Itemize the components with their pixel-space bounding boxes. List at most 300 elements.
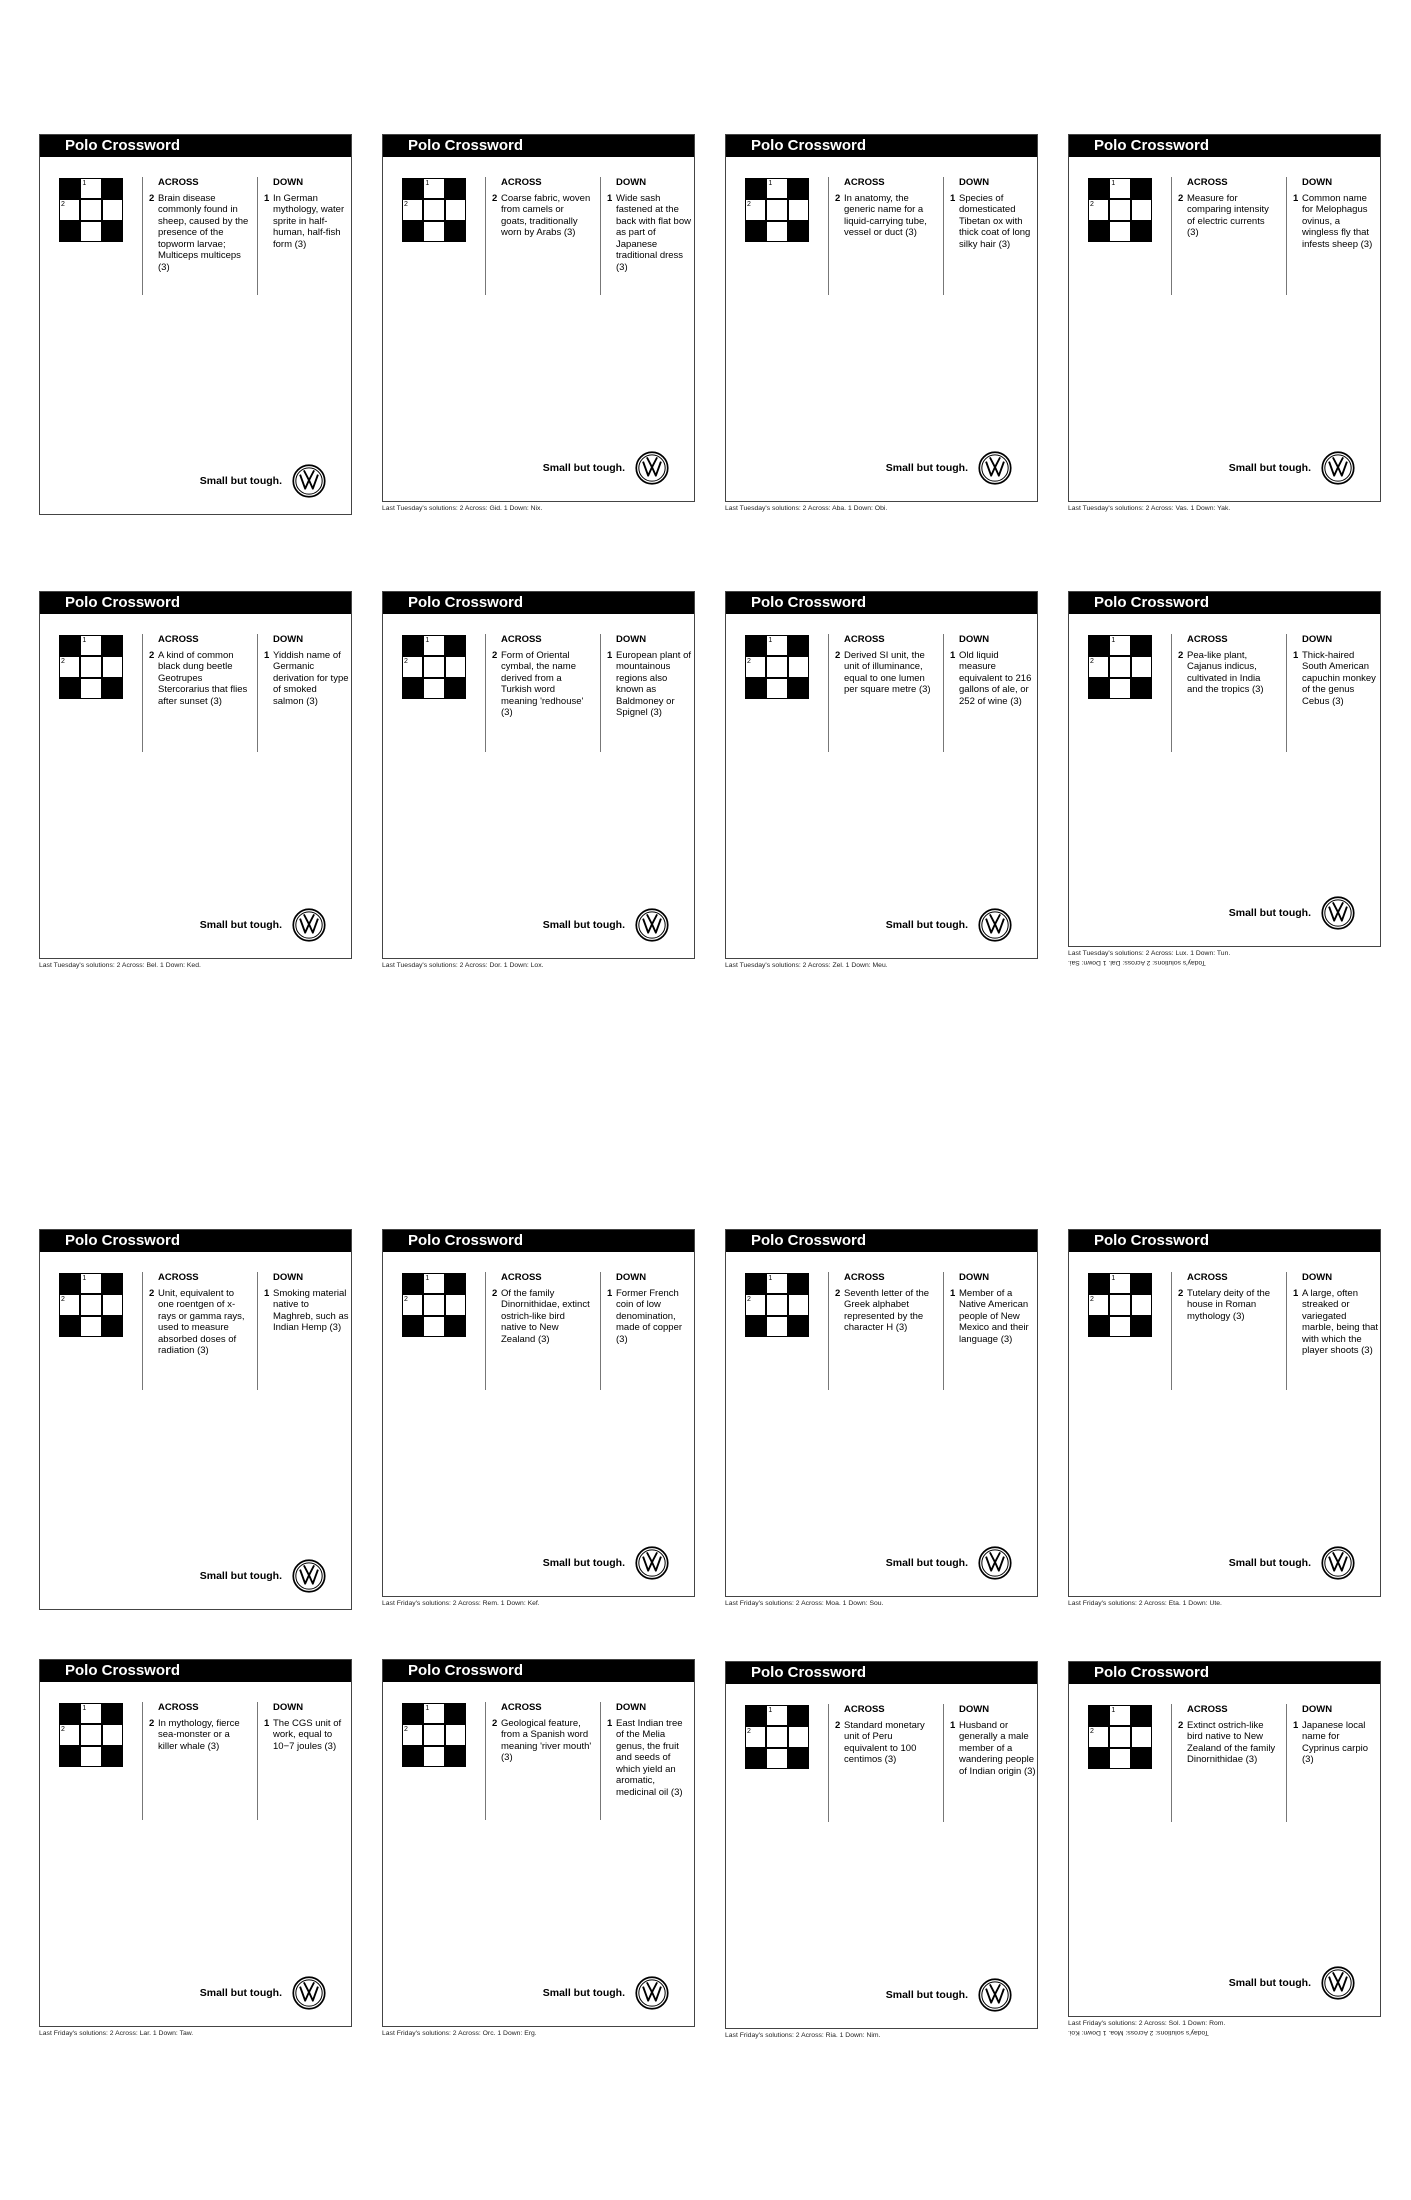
card-title: Polo Crossword — [1069, 1662, 1380, 1684]
down-heading: DOWN — [616, 634, 647, 645]
card-title: Polo Crossword — [383, 1230, 694, 1252]
clue-number: 2 — [149, 649, 155, 661]
grid-cell[interactable] — [423, 656, 444, 677]
across-clue — [835, 193, 935, 239]
grid-cell-black — [102, 221, 123, 242]
down-clue — [950, 1288, 1036, 1346]
grid-cell-black — [1088, 221, 1109, 242]
grid-cell-black — [1131, 1705, 1152, 1726]
grid-cell[interactable] — [788, 1726, 809, 1747]
grid-cell-black — [402, 1746, 423, 1767]
grid-cell[interactable] — [445, 656, 466, 677]
across-heading: ACROSS — [1187, 177, 1228, 188]
grid-number: 2 — [1090, 658, 1094, 666]
crossword-grid — [59, 1273, 123, 1337]
grid-cell[interactable] — [102, 656, 123, 677]
crossword-card — [382, 591, 695, 959]
down-heading: DOWN — [273, 1702, 304, 1713]
divider — [485, 1702, 486, 1820]
crossword-card — [39, 591, 352, 959]
clue-text: Old liquid measure equivalent to 216 gallons of ale, or 252 of wine (3) — [959, 649, 1032, 707]
across-clues — [835, 1272, 935, 1334]
divider — [600, 1702, 601, 1820]
clue-text: In German mythology, water sprite in half-human, half-fish form (3) — [273, 192, 345, 250]
grid-cell-black — [102, 1316, 123, 1337]
grid-number: 1 — [82, 637, 87, 644]
grid-cell-black — [59, 1703, 80, 1724]
vw-logo-icon — [978, 908, 1012, 942]
grid-number: 1 — [1111, 1707, 1116, 1714]
clue-number: 1 — [950, 1719, 956, 1731]
clue-text: Of the family Dinornithidae, extinct ostrich-like bird native to New Zealand (3) — [501, 1287, 590, 1345]
clue-number: 1 — [950, 192, 956, 204]
grid-cell-black — [445, 635, 466, 656]
grid-cell-black — [1131, 635, 1152, 656]
grid-cell[interactable] — [445, 1294, 466, 1315]
last-solutions: Last Tuesday's solutions: 2 Across: Lux. 1 Down: Tun. — [1068, 950, 1231, 957]
grid-cell[interactable] — [1109, 178, 1130, 199]
across-clue — [835, 650, 935, 696]
across-clue — [1178, 1720, 1278, 1766]
grid-cell[interactable] — [766, 635, 787, 656]
grid-cell-black — [59, 1273, 80, 1294]
down-heading: DOWN — [1302, 1704, 1333, 1715]
divider — [1171, 634, 1172, 752]
crossword-card — [1068, 1229, 1381, 1597]
grid-cell[interactable] — [402, 1724, 423, 1745]
clue-text: Common name for Melophagus ovinus, a wingless fly that infests sheep (3) — [1302, 192, 1373, 250]
across-heading: ACROSS — [158, 1702, 199, 1713]
grid-cell[interactable] — [1131, 1294, 1152, 1315]
grid-cell[interactable] — [745, 1726, 766, 1747]
crossword-ad — [725, 134, 1038, 513]
across-clues — [492, 1272, 592, 1345]
divider — [1286, 177, 1287, 295]
grid-cell[interactable] — [423, 1273, 444, 1294]
clue-text: The CGS unit of work, equal to 10−7 joules (3) — [273, 1717, 342, 1752]
grid-cell[interactable] — [766, 1705, 787, 1726]
across-heading: ACROSS — [158, 634, 199, 645]
crossword-grid — [745, 1273, 809, 1337]
clue-text: Geological feature, from a Spanish word meaning 'river mouth' (3) — [501, 1717, 592, 1763]
divider — [828, 634, 829, 752]
grid-cell[interactable] — [80, 1703, 101, 1724]
across-clue — [835, 1288, 935, 1334]
grid-cell[interactable] — [788, 656, 809, 677]
vw-logo-icon — [292, 1559, 326, 1593]
grid-cell-black — [402, 1703, 423, 1724]
grid-cell[interactable] — [80, 1746, 101, 1767]
vw-logo-icon — [978, 451, 1012, 485]
divider — [485, 1272, 486, 1390]
grid-cell[interactable] — [1131, 656, 1152, 677]
grid-cell-black — [745, 635, 766, 656]
grid-cell[interactable] — [423, 1316, 444, 1337]
grid-cell[interactable] — [1088, 1726, 1109, 1747]
grid-cell-black — [788, 1748, 809, 1769]
across-heading: ACROSS — [158, 1272, 199, 1283]
card-title: Polo Crossword — [1069, 135, 1380, 157]
crossword-grid — [402, 1703, 466, 1767]
down-heading: DOWN — [616, 177, 647, 188]
grid-number: 1 — [768, 1707, 773, 1714]
crossword-card — [725, 591, 1038, 959]
across-clue — [492, 193, 592, 239]
grid-cell[interactable] — [766, 1748, 787, 1769]
grid-cell-black — [1088, 1748, 1109, 1769]
clue-number: 2 — [835, 1719, 841, 1731]
card-footer — [200, 908, 326, 942]
clue-number: 1 — [1293, 1287, 1299, 1299]
tagline: Small but tough. — [199, 1570, 282, 1582]
last-solutions: Last Friday's solutions: 2 Across: Moa. 1 Down: Sou. — [725, 1600, 884, 1607]
grid-cell[interactable] — [766, 656, 787, 677]
clue-text: Thick-haired South American capuchin monkey of the genus Cebus (3) — [1302, 649, 1376, 707]
across-heading: ACROSS — [844, 634, 885, 645]
grid-cell[interactable] — [59, 1724, 80, 1745]
grid-cell[interactable] — [102, 199, 123, 220]
grid-number: 2 — [404, 1296, 408, 1304]
grid-cell[interactable] — [80, 199, 101, 220]
grid-cell[interactable] — [1109, 1273, 1130, 1294]
divider — [257, 177, 258, 295]
clue-number: 1 — [1293, 192, 1299, 204]
vw-logo-icon — [635, 908, 669, 942]
vw-logo-icon — [1321, 896, 1355, 930]
grid-cell[interactable] — [80, 221, 101, 242]
crossword-grid — [59, 1703, 123, 1767]
grid-cell[interactable] — [745, 199, 766, 220]
clue-text: Japanese local name for Cyprinus carpio (3) — [1302, 1719, 1368, 1765]
vw-logo-icon — [292, 464, 326, 498]
down-clues — [950, 1704, 1036, 1777]
grid-cell-black — [788, 221, 809, 242]
grid-number: 1 — [768, 637, 773, 644]
grid-number: 1 — [82, 1705, 87, 1712]
grid-cell[interactable] — [423, 1294, 444, 1315]
divider — [943, 177, 944, 295]
grid-cell[interactable] — [59, 656, 80, 677]
across-heading: ACROSS — [501, 1272, 542, 1283]
grid-cell-black — [402, 678, 423, 699]
down-clue — [950, 193, 1036, 251]
grid-cell[interactable] — [423, 1724, 444, 1745]
grid-number: 2 — [404, 1726, 408, 1734]
card-title: Polo Crossword — [726, 1662, 1037, 1684]
grid-cell[interactable] — [402, 656, 423, 677]
across-clue — [149, 650, 249, 708]
clue-number: 2 — [492, 1717, 498, 1729]
grid-cell[interactable] — [423, 1746, 444, 1767]
grid-cell[interactable] — [1109, 656, 1130, 677]
grid-cell-black — [1088, 1273, 1109, 1294]
down-clues — [264, 1702, 350, 1752]
vw-logo-icon — [635, 1546, 669, 1580]
crossword-card — [1068, 1661, 1381, 2017]
clue-number: 2 — [1178, 1719, 1184, 1731]
crossword-grid — [1088, 178, 1152, 242]
down-clues — [1293, 1704, 1379, 1766]
divider — [1171, 1272, 1172, 1390]
crossword-ad — [39, 1659, 352, 2038]
clue-text: Tutelary deity of the house in Roman mythology (3) — [1187, 1287, 1271, 1322]
grid-cell[interactable] — [766, 1316, 787, 1337]
grid-number: 1 — [425, 180, 430, 187]
down-clue — [264, 1718, 350, 1753]
grid-cell[interactable] — [445, 1724, 466, 1745]
clue-number: 2 — [149, 1287, 155, 1299]
grid-cell[interactable] — [1088, 1294, 1109, 1315]
grid-cell-black — [745, 678, 766, 699]
grid-cell[interactable] — [766, 221, 787, 242]
grid-cell[interactable] — [445, 199, 466, 220]
grid-cell[interactable] — [1088, 199, 1109, 220]
last-solutions: Last Tuesday's solutions: 2 Across: Vas. 1 Down: Yak. — [1068, 505, 1231, 512]
divider — [257, 634, 258, 752]
down-heading: DOWN — [959, 1272, 990, 1283]
across-heading: ACROSS — [501, 1702, 542, 1713]
down-heading: DOWN — [959, 177, 990, 188]
across-clues — [835, 634, 935, 696]
clue-number: 2 — [492, 1287, 498, 1299]
card-title: Polo Crossword — [726, 592, 1037, 614]
vw-logo-icon — [978, 1546, 1012, 1580]
clue-number: 1 — [607, 1717, 613, 1729]
card-footer — [543, 908, 669, 942]
grid-cell[interactable] — [1131, 199, 1152, 220]
divider — [1171, 1704, 1172, 1822]
grid-cell-black — [1088, 1316, 1109, 1337]
card-title: Polo Crossword — [1069, 1230, 1380, 1252]
crossword-grid — [1088, 1705, 1152, 1769]
clue-number: 1 — [1293, 649, 1299, 661]
grid-cell[interactable] — [745, 656, 766, 677]
grid-cell[interactable] — [766, 1273, 787, 1294]
tagline: Small but tough. — [885, 462, 968, 474]
grid-cell[interactable] — [402, 199, 423, 220]
clue-text: Husband or generally a male member of a wandering people of Indian origin (3) — [959, 1719, 1036, 1777]
grid-cell[interactable] — [423, 221, 444, 242]
crossword-grid — [1088, 1273, 1152, 1337]
across-heading: ACROSS — [501, 177, 542, 188]
grid-cell[interactable] — [80, 1294, 101, 1315]
across-clues — [1178, 634, 1278, 696]
grid-cell[interactable] — [102, 1724, 123, 1745]
grid-cell-black — [1131, 1748, 1152, 1769]
grid-number: 2 — [61, 201, 65, 209]
grid-cell[interactable] — [423, 178, 444, 199]
crossword-card — [39, 1229, 352, 1610]
grid-cell[interactable] — [788, 199, 809, 220]
across-clue — [492, 650, 592, 719]
clue-number: 2 — [835, 192, 841, 204]
across-clues — [149, 1272, 249, 1357]
grid-cell-black — [745, 1748, 766, 1769]
grid-cell[interactable] — [1109, 221, 1130, 242]
grid-cell[interactable] — [1131, 1726, 1152, 1747]
grid-cell-black — [1131, 221, 1152, 242]
across-clue — [835, 1720, 935, 1766]
clue-text: European plant of mountainous regions also known as Baldmoney or Spignel (3) — [616, 649, 692, 718]
across-heading: ACROSS — [1187, 1272, 1228, 1283]
crossword-card — [1068, 134, 1381, 502]
clue-text: Brain disease commonly found in sheep, caused by the presence of the topworm larvae; Multiceps multiceps (3) — [158, 192, 249, 273]
clue-text: Former French coin of low denomination, made of copper (3) — [616, 1287, 683, 1345]
divider — [257, 1702, 258, 1820]
tagline: Small but tough. — [885, 919, 968, 931]
grid-cell-black — [1088, 178, 1109, 199]
grid-cell[interactable] — [423, 678, 444, 699]
clue-number: 2 — [835, 649, 841, 661]
down-clue — [607, 1718, 693, 1799]
last-solutions: Last Friday's solutions: 2 Across: Lar. 1 Down: Taw. — [39, 2030, 194, 2037]
grid-number: 1 — [768, 1275, 773, 1282]
down-clues — [264, 634, 350, 707]
crossword-ad — [725, 591, 1038, 970]
across-heading: ACROSS — [844, 1272, 885, 1283]
grid-cell[interactable] — [80, 1273, 101, 1294]
divider — [1171, 177, 1172, 295]
card-title: Polo Crossword — [40, 135, 351, 157]
across-clue — [492, 1718, 592, 1764]
clue-number: 1 — [264, 1717, 270, 1729]
crossword-card — [39, 1659, 352, 2027]
tagline: Small but tough. — [1228, 1557, 1311, 1569]
down-heading: DOWN — [1302, 177, 1333, 188]
grid-cell[interactable] — [745, 1294, 766, 1315]
grid-cell[interactable] — [423, 635, 444, 656]
grid-cell-black — [788, 1316, 809, 1337]
grid-cell-black — [402, 635, 423, 656]
clue-number: 1 — [607, 1287, 613, 1299]
clue-text: Species of domesticated Tibetan ox with thick coat of long silky hair (3) — [959, 192, 1031, 250]
grid-cell[interactable] — [402, 1294, 423, 1315]
crossword-ad — [1068, 1661, 1381, 2037]
grid-cell[interactable] — [788, 1294, 809, 1315]
grid-cell-black — [745, 178, 766, 199]
grid-number: 2 — [1090, 201, 1094, 209]
grid-cell-black — [745, 221, 766, 242]
crossword-ad — [1068, 134, 1381, 513]
grid-cell-black — [445, 1746, 466, 1767]
down-clue — [950, 1720, 1036, 1778]
tagline: Small but tough. — [1228, 1977, 1311, 1989]
clue-text: A kind of common black dung beetle Geotrupes Stercorarius that flies after sunset (3) — [158, 649, 248, 707]
grid-cell[interactable] — [59, 1294, 80, 1315]
crossword-grid — [402, 178, 466, 242]
divider — [142, 1272, 143, 1390]
grid-cell[interactable] — [423, 199, 444, 220]
crossword-ad — [382, 134, 695, 513]
crossword-grid — [745, 178, 809, 242]
grid-cell-black — [445, 221, 466, 242]
clue-text: Extinct ostrich-like bird native to New Zealand of the family Dinornithidae (3) — [1187, 1719, 1276, 1765]
grid-cell[interactable] — [423, 1703, 444, 1724]
card-title: Polo Crossword — [40, 1660, 351, 1682]
down-clues — [264, 1272, 350, 1334]
crossword-grid — [402, 635, 466, 699]
divider — [257, 1272, 258, 1390]
tagline: Small but tough. — [1228, 907, 1311, 919]
tagline: Small but tough. — [542, 462, 625, 474]
divider — [1286, 1272, 1287, 1390]
grid-cell[interactable] — [102, 1294, 123, 1315]
grid-number: 2 — [747, 1728, 751, 1736]
vw-logo-icon — [635, 451, 669, 485]
down-heading: DOWN — [616, 1702, 647, 1713]
card-footer — [200, 1976, 326, 2010]
grid-cell[interactable] — [1109, 1705, 1130, 1726]
grid-cell[interactable] — [766, 678, 787, 699]
grid-cell[interactable] — [766, 199, 787, 220]
last-solutions: Last Friday's solutions: 2 Across: Orc. 1 Down: Erg. — [382, 2030, 537, 2037]
across-clues — [835, 1704, 935, 1766]
grid-cell[interactable] — [80, 1316, 101, 1337]
clue-number: 1 — [264, 649, 270, 661]
grid-cell[interactable] — [766, 1294, 787, 1315]
card-title: Polo Crossword — [40, 1230, 351, 1252]
last-solutions: Last Tuesday's solutions: 2 Across: Bel. 1 Down: Ked. — [39, 962, 201, 969]
grid-cell[interactable] — [1109, 678, 1130, 699]
grid-cell[interactable] — [1109, 1748, 1130, 1769]
crossword-card — [382, 134, 695, 502]
down-clue — [1293, 650, 1379, 708]
last-solutions: Last Friday's solutions: 2 Across: Sol. 1 Down: Rom. — [1068, 2020, 1226, 2027]
grid-cell[interactable] — [80, 656, 101, 677]
grid-cell[interactable] — [766, 178, 787, 199]
crossword-grid — [59, 178, 123, 242]
clue-text: Derived SI unit, the unit of illuminance, equal to one lumen per square metre (3) — [844, 649, 931, 695]
down-heading: DOWN — [959, 1704, 990, 1715]
vw-logo-icon — [292, 908, 326, 942]
last-solutions: Last Tuesday's solutions: 2 Across: Dor. 1 Down: Lox. — [382, 962, 544, 969]
grid-cell[interactable] — [80, 678, 101, 699]
grid-cell[interactable] — [1109, 635, 1130, 656]
card-title: Polo Crossword — [726, 135, 1037, 157]
crossword-grid — [402, 1273, 466, 1337]
grid-cell[interactable] — [1109, 1726, 1130, 1747]
clue-number: 1 — [1293, 1719, 1299, 1731]
vw-logo-icon — [635, 1976, 669, 2010]
grid-cell[interactable] — [80, 178, 101, 199]
grid-cell[interactable] — [1109, 1316, 1130, 1337]
grid-cell[interactable] — [59, 199, 80, 220]
grid-cell-black — [788, 1705, 809, 1726]
across-clues — [1178, 177, 1278, 239]
grid-number: 2 — [747, 1296, 751, 1304]
grid-cell[interactable] — [1088, 656, 1109, 677]
across-clues — [149, 177, 249, 273]
grid-cell-black — [102, 1703, 123, 1724]
grid-cell-black — [745, 1705, 766, 1726]
card-title: Polo Crossword — [383, 1660, 694, 1682]
grid-cell-black — [445, 1703, 466, 1724]
crossword-ad — [39, 591, 352, 970]
card-footer — [1229, 1966, 1355, 2000]
crossword-ad — [1068, 591, 1381, 967]
grid-cell[interactable] — [1109, 1294, 1130, 1315]
grid-number: 1 — [768, 180, 773, 187]
grid-cell[interactable] — [1109, 199, 1130, 220]
crossword-card — [382, 1659, 695, 2027]
grid-cell[interactable] — [80, 1724, 101, 1745]
clue-text: Member of a Native American people of New Mexico and their language (3) — [959, 1287, 1029, 1345]
clue-text: Measure for comparing intensity of electric currents (3) — [1187, 192, 1269, 238]
clue-number: 1 — [950, 649, 956, 661]
grid-cell[interactable] — [766, 1726, 787, 1747]
clue-number: 1 — [607, 649, 613, 661]
grid-cell[interactable] — [80, 635, 101, 656]
